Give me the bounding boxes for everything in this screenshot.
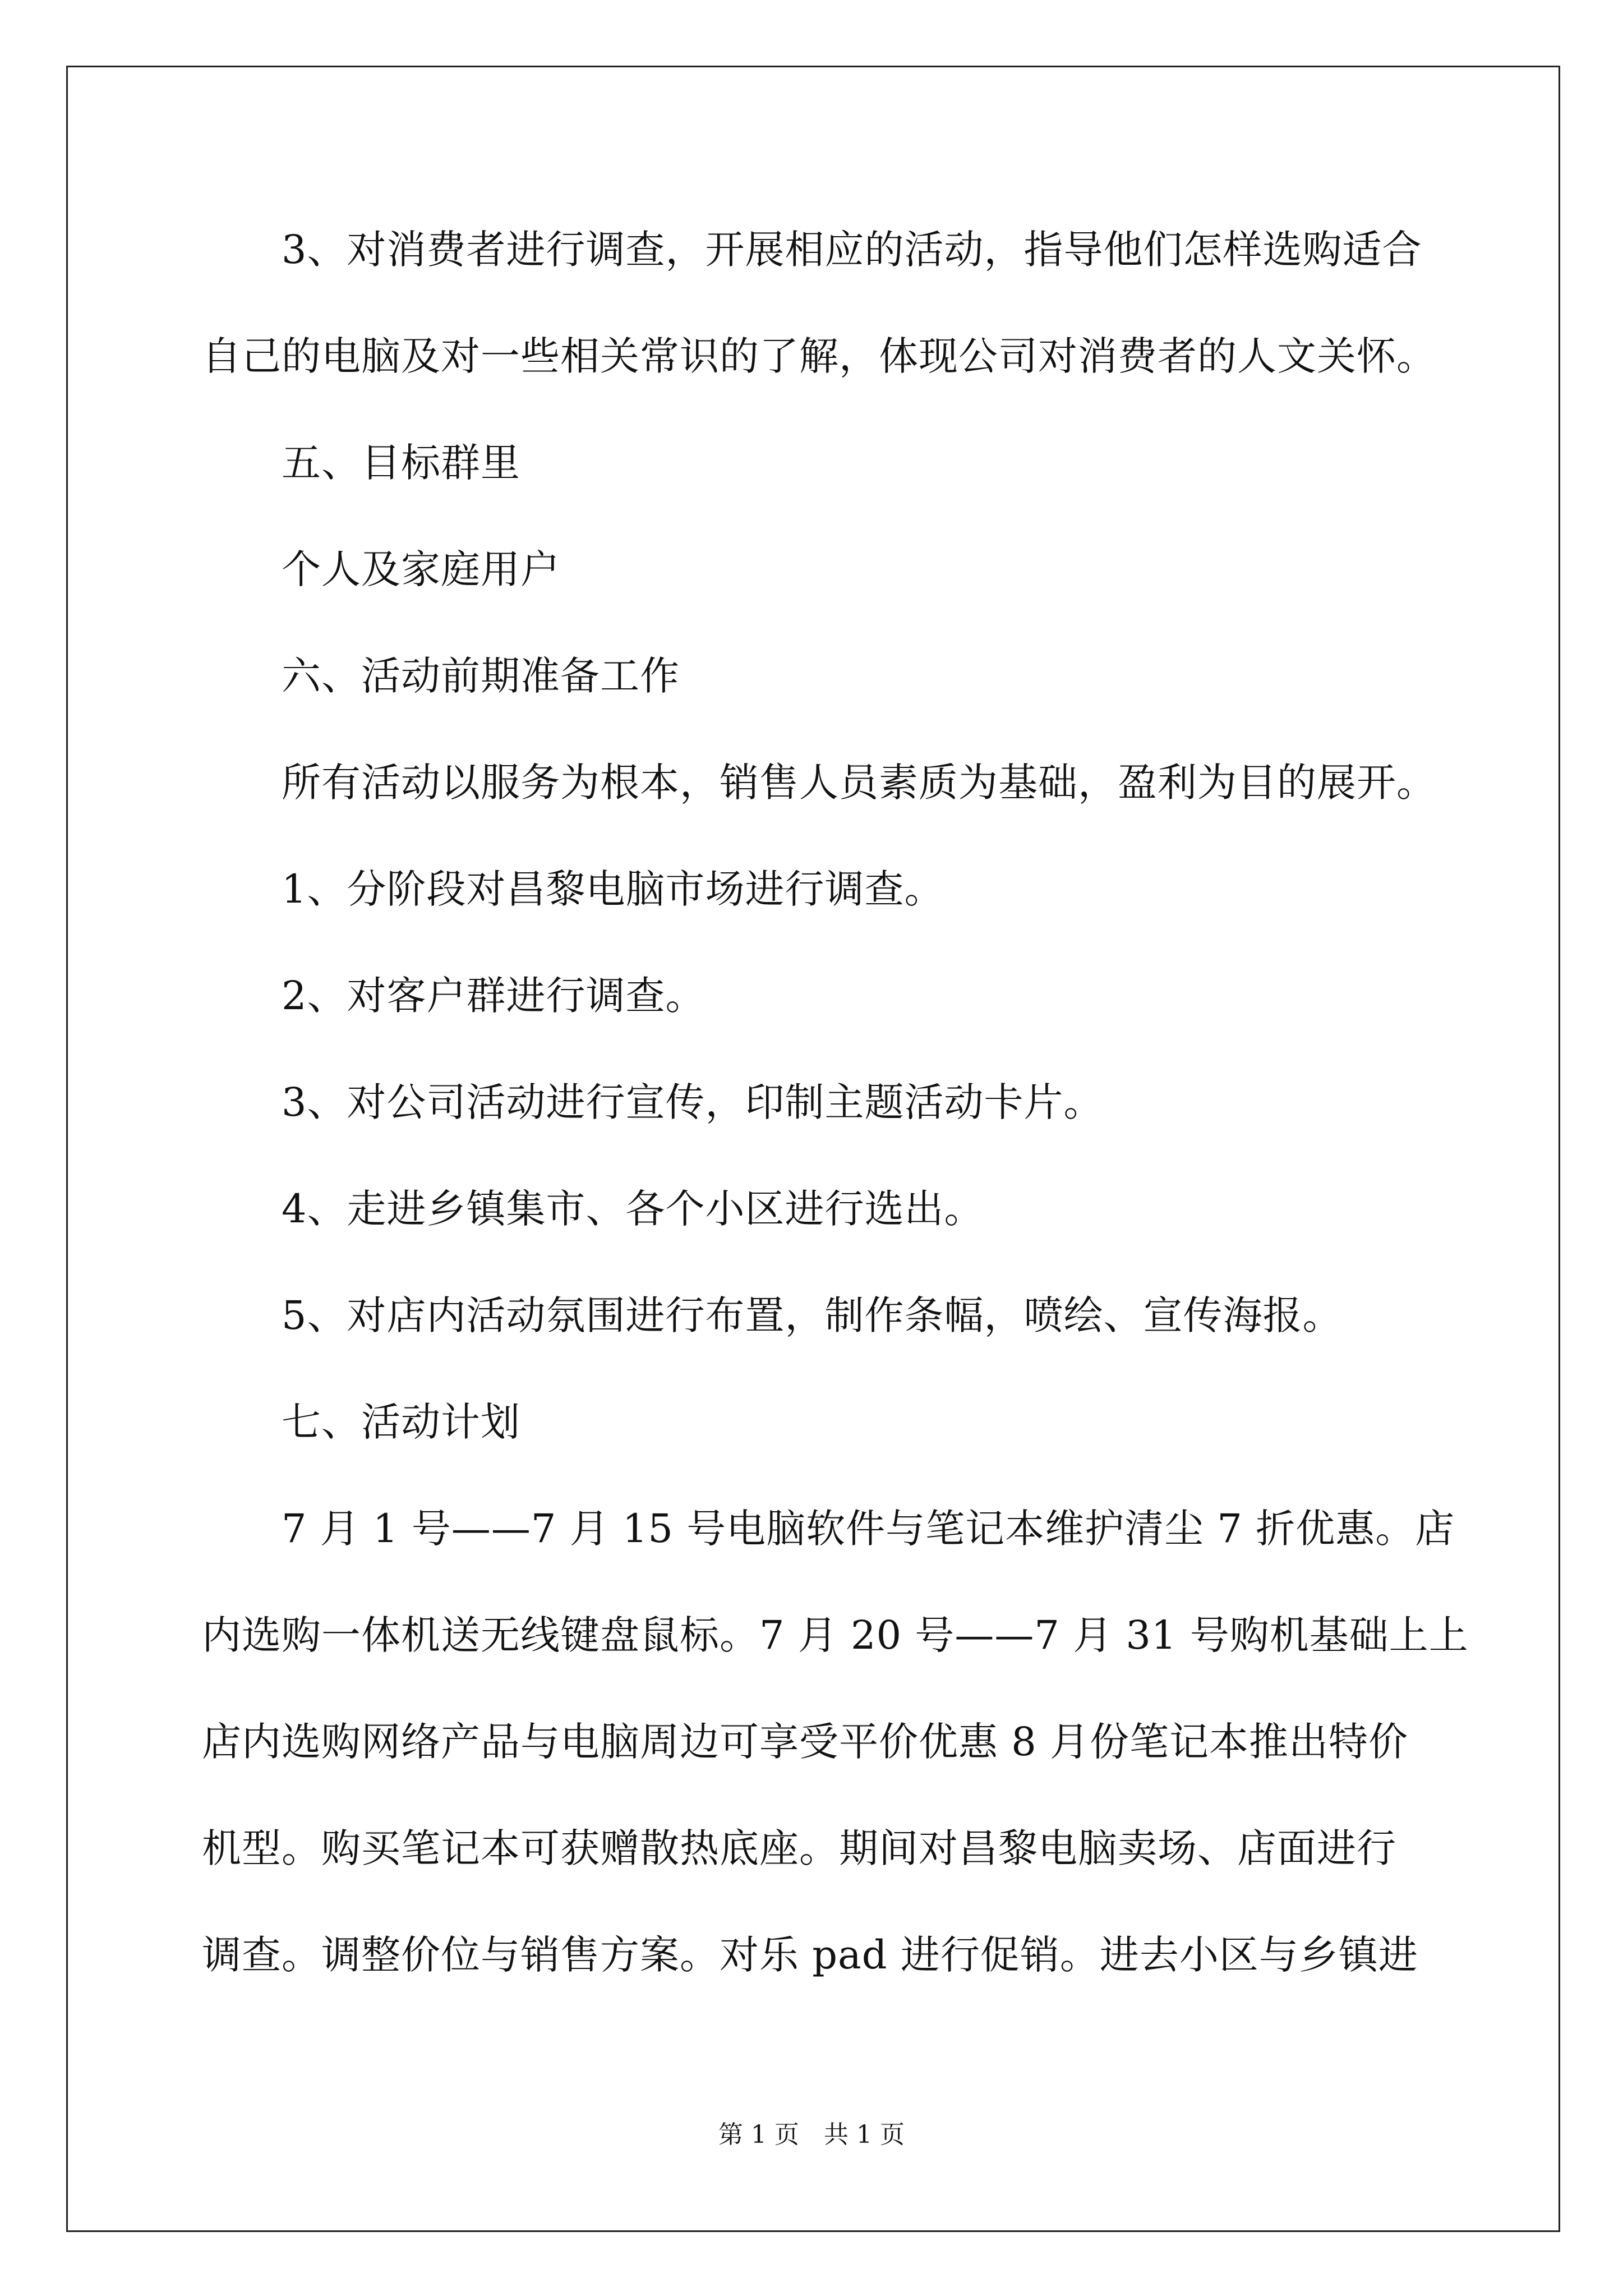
paragraph-line: 机型。购买笔记本可获赠散热底座。期间对昌黎电脑卖场、店面进行 bbox=[202, 1825, 1396, 1871]
section-heading: 七、活动计划 bbox=[282, 1399, 520, 1445]
list-item: 1、分阶段对昌黎电脑市场进行调查。 bbox=[282, 866, 944, 912]
paragraph-line: 店内选购网络产品与电脑周边可享受平价优惠 8 月份笔记本推出特价 bbox=[202, 1719, 1409, 1765]
list-item: 5、对店内活动氛围进行布置，制作条幅，喷绘、宣传海报。 bbox=[282, 1292, 1343, 1338]
list-item: 3、对公司活动进行宣传，印制主题活动卡片。 bbox=[282, 1079, 1104, 1125]
section-heading: 六、活动前期准备工作 bbox=[282, 653, 680, 699]
paragraph-line: 内选购一体机送无线键盘鼠标。7 月 20 号——7 月 31 号购机基础上上 bbox=[202, 1612, 1469, 1658]
paragraph-line: 所有活动以服务为根本，销售人员素质为基础，盈利为目的展开。 bbox=[282, 760, 1436, 806]
section-heading: 五、目标群里 bbox=[282, 440, 520, 486]
page-border bbox=[66, 66, 1560, 2232]
paragraph-line: 3、对消费者进行调查，开展相应的活动，指导他们怎样选购适合 bbox=[282, 227, 1422, 273]
page-footer: 第 1 页 共 1 页 bbox=[718, 2120, 905, 2149]
paragraph-line: 个人及家庭用户 bbox=[282, 546, 560, 592]
paragraph-line: 自己的电脑及对一些相关常识的了解，体现公司对消费者的人文关怀。 bbox=[202, 333, 1436, 379]
paragraph-line: 7 月 1 号——7 月 15 号电脑软件与笔记本维护清尘 7 折优惠。店 bbox=[282, 1506, 1455, 1552]
paragraph-line: 调查。调整价位与销售方案。对乐 pad 进行促销。进去小区与乡镇进 bbox=[202, 1932, 1418, 1978]
list-item: 4、走进乡镇集市、各个小区进行选出。 bbox=[282, 1186, 984, 1232]
list-item: 2、对客户群进行调查。 bbox=[282, 973, 706, 1019]
